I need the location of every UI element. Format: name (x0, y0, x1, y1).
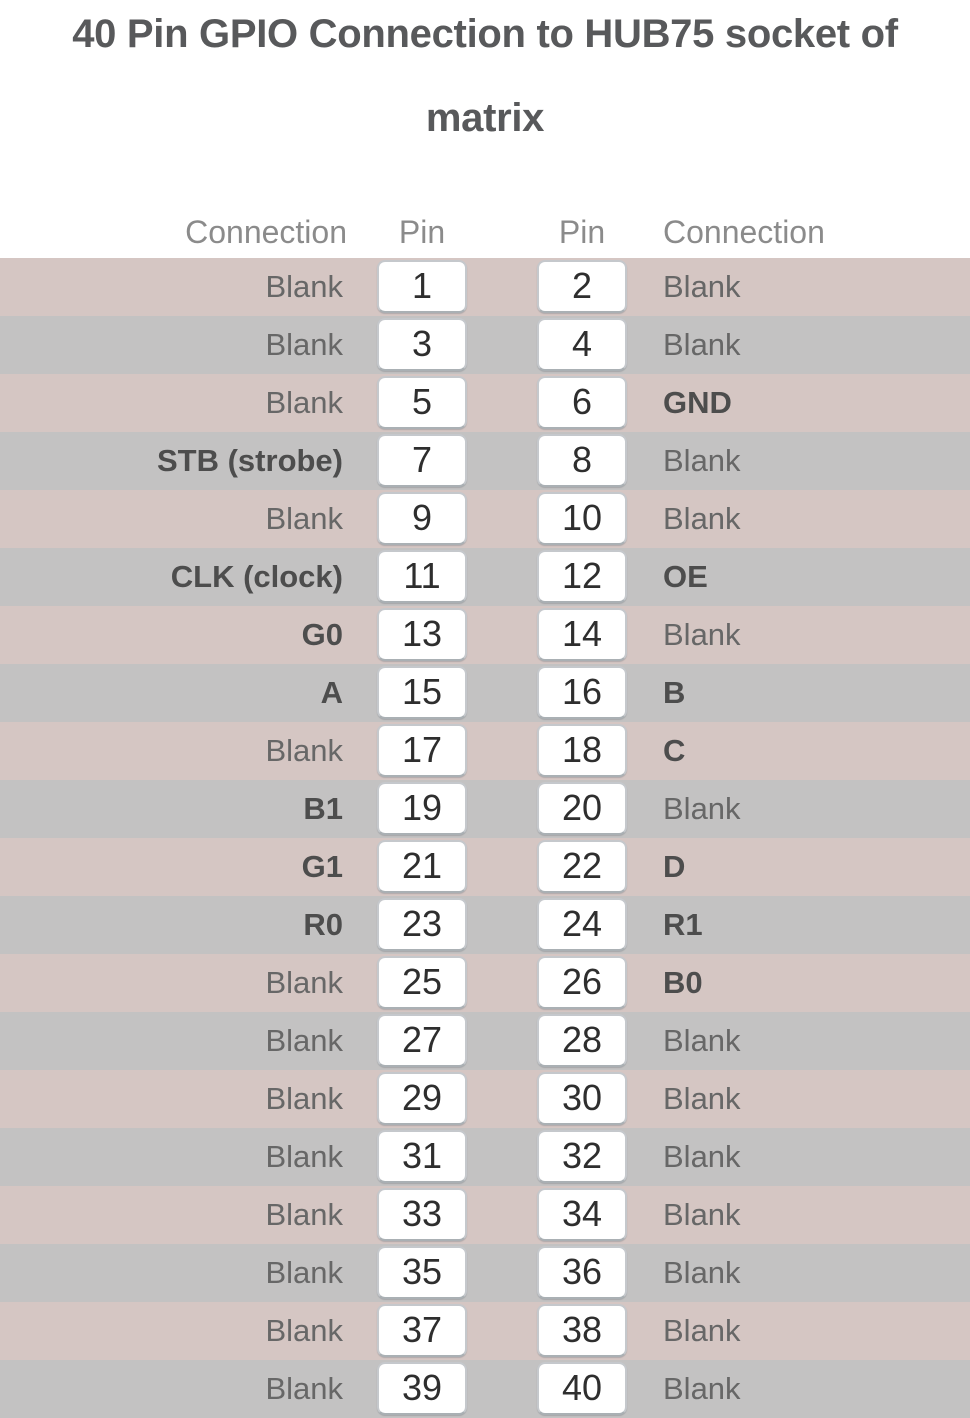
connection-left-label: Blank (265, 1313, 343, 1348)
table-row (0, 548, 970, 606)
connection-left-label: Blank (265, 1371, 343, 1406)
pin-number-right-box: 12 (537, 550, 627, 603)
column-header-pin-left: Pin (398, 214, 446, 250)
column-header-pin-right: Pin (558, 214, 606, 250)
pin-number-right-box: 32 (537, 1130, 627, 1183)
connection-right-label: Blank (663, 1023, 741, 1058)
connection-left-label: Blank (265, 965, 343, 1000)
pin-number-left-box: 1 (377, 260, 467, 313)
connection-left-label: G0 (301, 617, 343, 652)
pin-number-left-box: 33 (377, 1188, 467, 1241)
connection-right-label: Blank (663, 443, 741, 478)
connection-right-label: Blank (663, 1255, 741, 1290)
table-header-row (0, 206, 970, 258)
table-row (0, 722, 970, 780)
table-row (0, 1302, 970, 1360)
table-row (0, 1360, 970, 1418)
table-row (0, 838, 970, 896)
pin-number-left-box: 9 (377, 492, 467, 545)
connection-right-label: Blank (663, 327, 741, 362)
pin-number-right-box: 34 (537, 1188, 627, 1241)
pin-number-left-box: 31 (377, 1130, 467, 1183)
table-row (0, 1128, 970, 1186)
page-title-line-2: matrix (425, 96, 545, 140)
pin-number-right-box: 16 (537, 666, 627, 719)
pin-number-right-box: 10 (537, 492, 627, 545)
page-title (0, 0, 970, 160)
pin-number-left-box: 35 (377, 1246, 467, 1299)
connection-left-label: Blank (265, 327, 343, 362)
connection-left-label: Blank (265, 269, 343, 304)
table-row (0, 1244, 970, 1302)
connection-left-label: G1 (301, 849, 343, 884)
pin-number-left-box: 7 (377, 434, 467, 487)
pin-number-left-box: 25 (377, 956, 467, 1009)
pin-number-left-box: 37 (377, 1304, 467, 1357)
connection-left-label: Blank (265, 733, 343, 768)
pin-number-right-box: 20 (537, 782, 627, 835)
pin-number-left-box: 3 (377, 318, 467, 371)
page-title-line-1: 40 Pin GPIO Connection to HUB75 socket of (72, 12, 898, 56)
connection-right-label: R1 (663, 907, 703, 942)
connection-left-label: Blank (265, 1139, 343, 1174)
pin-table (0, 258, 970, 1418)
connection-left-label: CLK (clock) (170, 559, 343, 594)
table-row (0, 606, 970, 664)
pin-number-left-box: 19 (377, 782, 467, 835)
pin-number-right-box: 22 (537, 840, 627, 893)
table-row (0, 896, 970, 954)
connection-right-label: D (663, 849, 686, 884)
connection-right-label: Blank (663, 269, 741, 304)
table-row (0, 1070, 970, 1128)
connection-right-label: Blank (663, 1139, 741, 1174)
pin-number-right-box: 36 (537, 1246, 627, 1299)
connection-left-label: Blank (265, 1197, 343, 1232)
pin-number-right-box: 8 (537, 434, 627, 487)
table-row (0, 258, 970, 316)
pin-number-right-box: 40 (537, 1362, 627, 1415)
pin-number-left-box: 21 (377, 840, 467, 893)
table-row (0, 1186, 970, 1244)
pin-number-left-box: 29 (377, 1072, 467, 1125)
table-row (0, 664, 970, 722)
pin-number-right-box: 4 (537, 318, 627, 371)
connection-right-label: OE (663, 559, 708, 594)
connection-left-label: A (320, 675, 343, 710)
connection-right-label: C (663, 733, 686, 768)
connection-right-label: Blank (663, 1197, 741, 1232)
connection-left-label: B1 (303, 791, 343, 826)
pin-number-right-box: 18 (537, 724, 627, 777)
pin-number-left-box: 15 (377, 666, 467, 719)
connection-right-label: B0 (663, 965, 703, 1000)
pin-number-right-box: 28 (537, 1014, 627, 1067)
connection-right-label: Blank (663, 501, 741, 536)
table-row (0, 374, 970, 432)
table-row (0, 954, 970, 1012)
table-row (0, 490, 970, 548)
connection-right-label: Blank (663, 617, 741, 652)
connection-left-label: Blank (265, 1081, 343, 1116)
column-header-connection-left: Connection (185, 214, 347, 250)
connection-left-label: Blank (265, 501, 343, 536)
pin-number-left-box: 5 (377, 376, 467, 429)
table-row (0, 780, 970, 838)
column-header-connection-right: Connection (663, 214, 825, 250)
pin-number-left-box: 13 (377, 608, 467, 661)
connection-right-label: Blank (663, 791, 741, 826)
table-row (0, 432, 970, 490)
connection-right-label: Blank (663, 1371, 741, 1406)
pin-number-left-box: 27 (377, 1014, 467, 1067)
pin-number-left-box: 23 (377, 898, 467, 951)
table-row (0, 316, 970, 374)
pin-number-left-box: 17 (377, 724, 467, 777)
pin-number-right-box: 30 (537, 1072, 627, 1125)
connection-right-label: B (663, 675, 686, 710)
pin-number-left-box: 39 (377, 1362, 467, 1415)
connection-right-label: GND (663, 385, 732, 420)
pin-number-left-box: 11 (377, 550, 467, 603)
pin-number-right-box: 14 (537, 608, 627, 661)
connection-right-label: Blank (663, 1313, 741, 1348)
pin-number-right-box: 26 (537, 956, 627, 1009)
pin-number-right-box: 38 (537, 1304, 627, 1357)
pin-number-right-box: 6 (537, 376, 627, 429)
connection-left-label: Blank (265, 1255, 343, 1290)
connection-right-label: Blank (663, 1081, 741, 1116)
connection-left-label: R0 (303, 907, 343, 942)
pin-number-right-box: 24 (537, 898, 627, 951)
connection-left-label: STB (strobe) (157, 443, 343, 478)
connection-left-label: Blank (265, 1023, 343, 1058)
pin-number-right-box: 2 (537, 260, 627, 313)
connection-left-label: Blank (265, 385, 343, 420)
table-row (0, 1012, 970, 1070)
